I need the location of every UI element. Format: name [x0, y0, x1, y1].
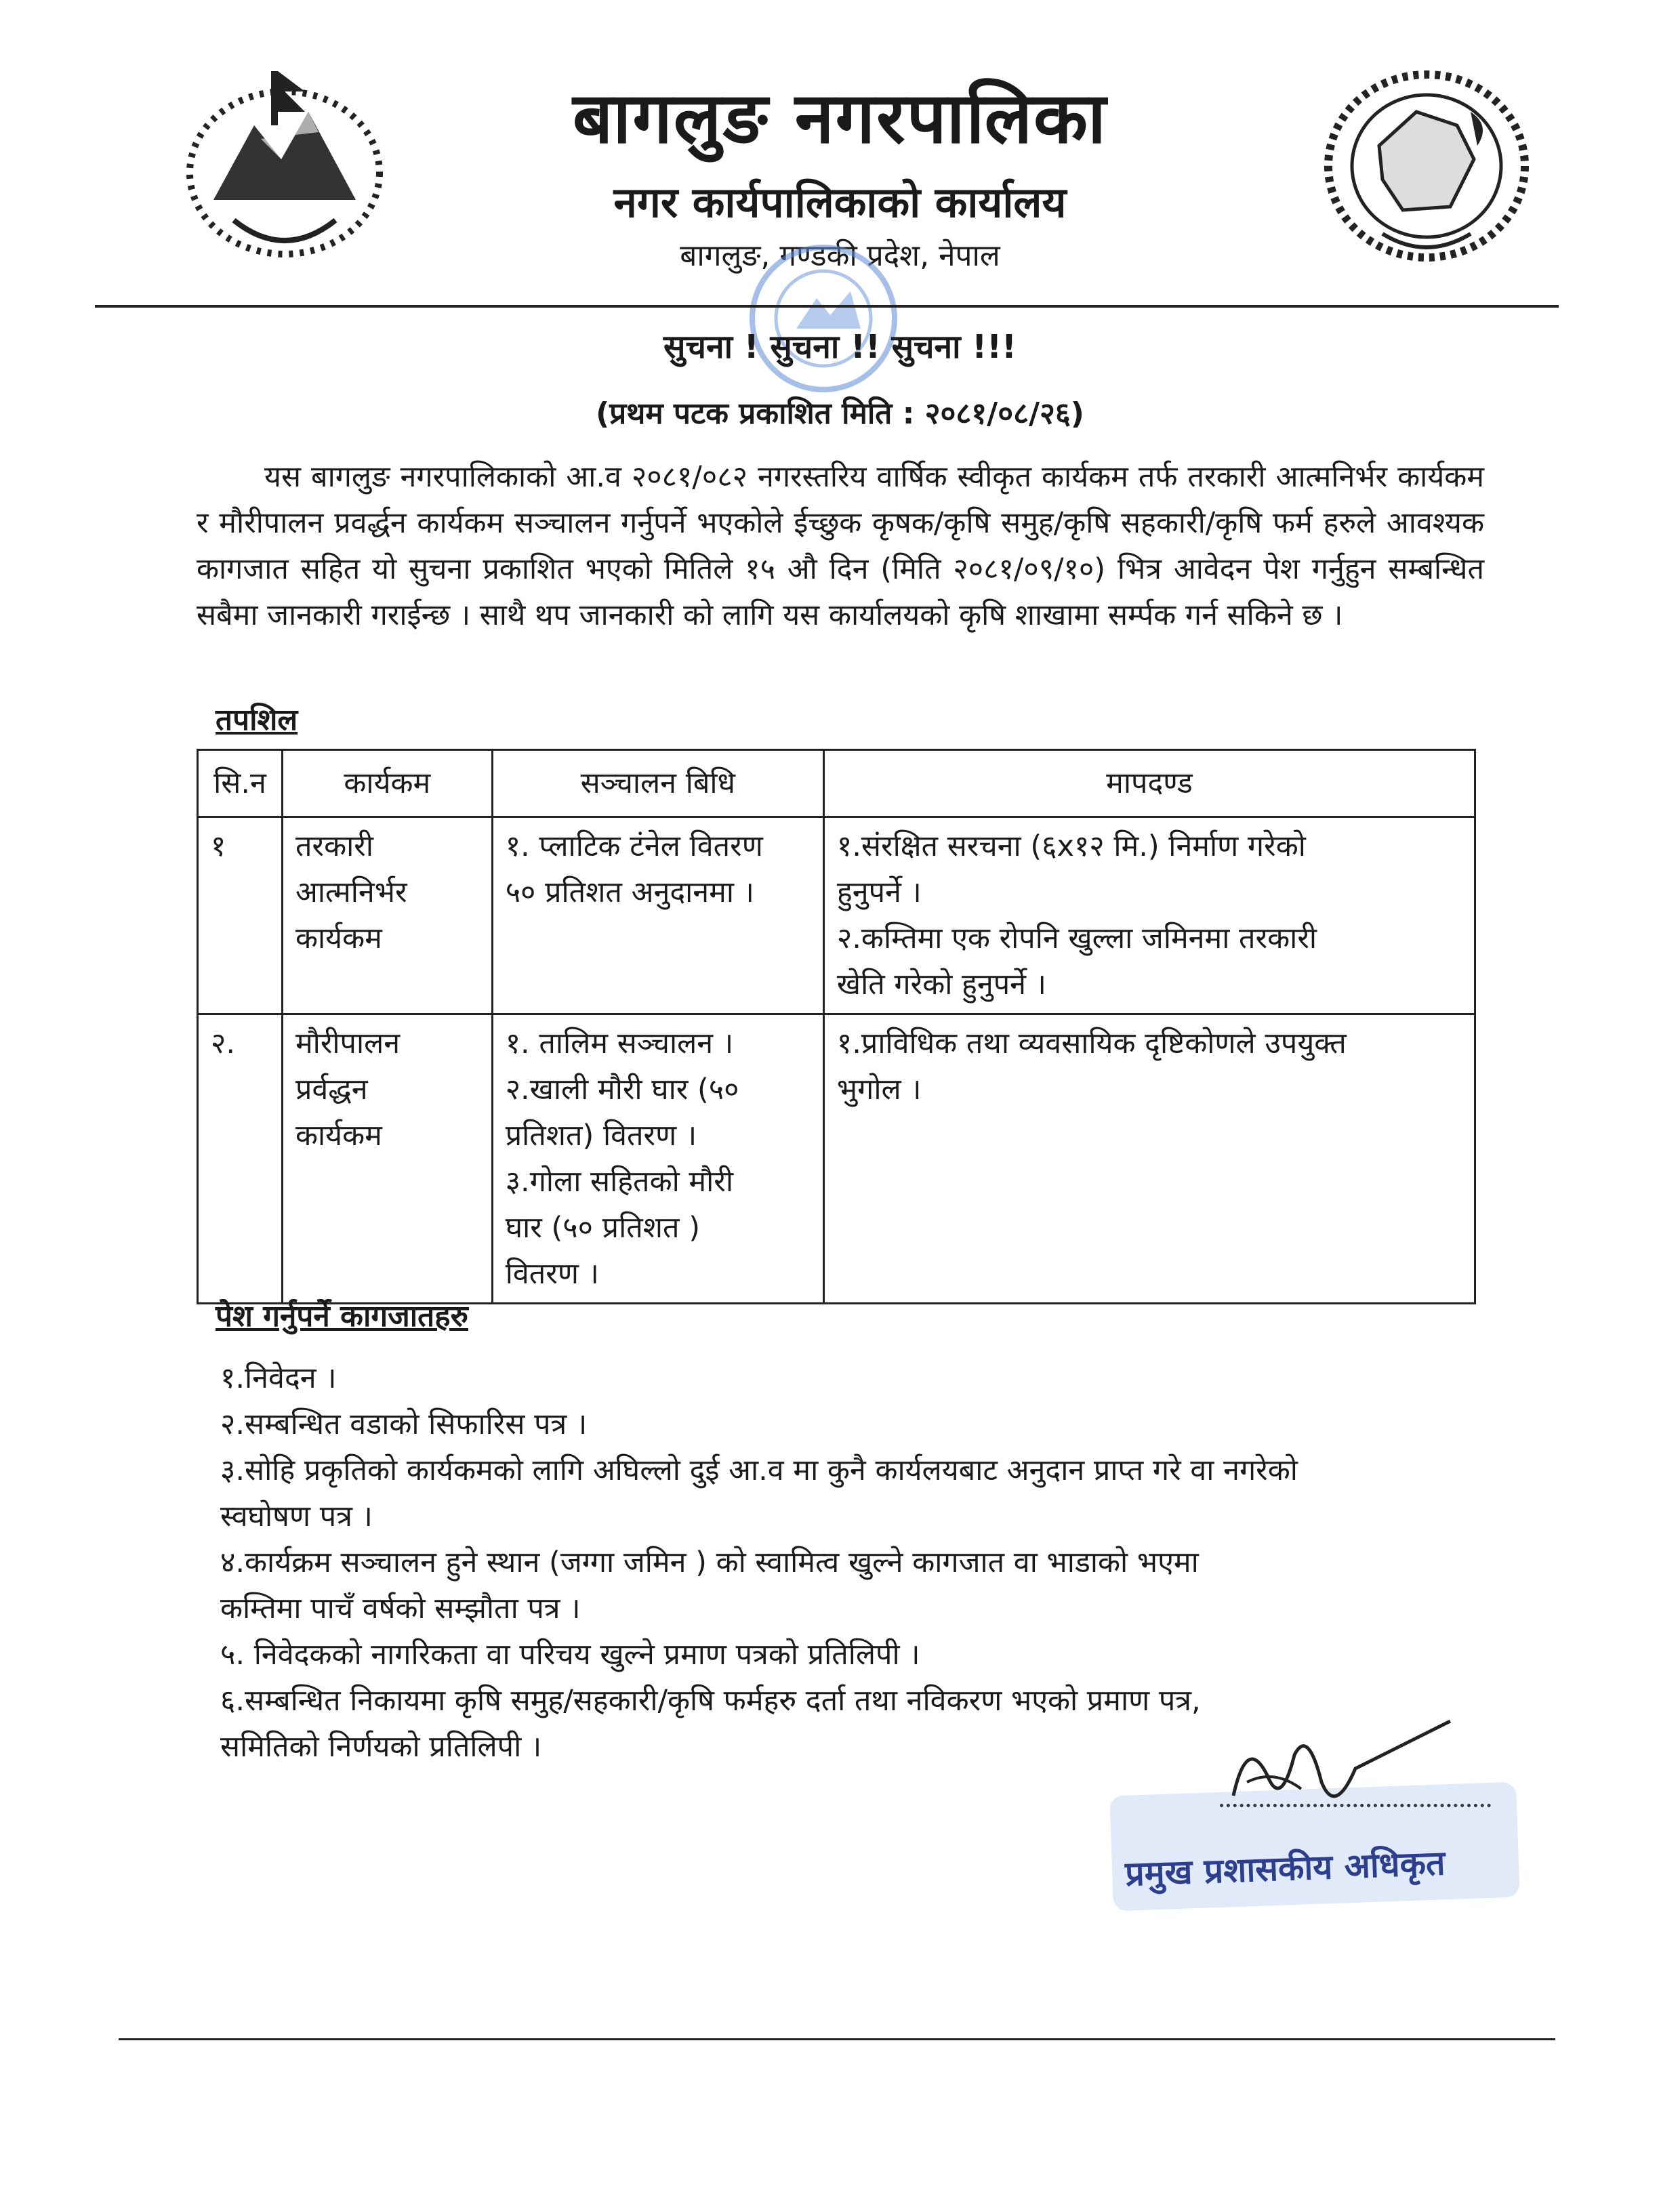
method-line: २.खाली मौरी घार (५०	[505, 1073, 739, 1107]
column-header-program: कार्यकम	[282, 750, 492, 817]
signatory-title: प्रमुख प्रशासकीय अधिकृत	[1124, 1843, 1446, 1894]
criteria-line: १.प्राविधिक तथा व्यवसायिक दृष्टिकोणले उपयुक्त	[836, 1027, 1347, 1060]
criteria-line: हुनुपर्ने ।	[836, 875, 922, 909]
table-row	[198, 1014, 1475, 1304]
documents-label: पेश गर्नुपर्ने कागजातहरु	[216, 1299, 468, 1334]
row-criteria	[823, 1014, 1475, 1304]
row-sn: १	[198, 817, 283, 1014]
method-line: १. प्लाटिक टंनेल वितरण	[505, 829, 763, 863]
program-line: मौरीपालन	[295, 1027, 401, 1060]
list-item: समितिको निर्णयको प्रतिलिपी ।	[220, 1730, 542, 1764]
notice-title: सुचना ! सुचना !! सुचना !!!	[663, 328, 1017, 366]
list-item: ६.सम्बन्धित निकायमा कृषि समुह/सहकारी/कृषि फर्महरु दर्ता तथा नविकरण भएको प्रमाण पत्र,	[220, 1684, 1201, 1718]
signature-line	[1220, 1804, 1491, 1807]
header-divider	[95, 305, 1559, 308]
criteria-line: खेति गरेको हुनुपर्ने ।	[836, 968, 1046, 1002]
criteria-line: भुगोल ।	[836, 1073, 922, 1107]
list-item: कम्तिमा पाचँ वर्षको सम्झौता पत्र ।	[220, 1592, 581, 1626]
method-line: ३.गोला सहितको मौरी	[505, 1165, 733, 1199]
list-item: ४.कार्यक्रम सञ्चालन हुने स्थान (जग्गा जमिन ) को स्वामित्व खुल्ने कागजात वा भाडाको भएमा	[220, 1546, 1199, 1580]
criteria-line: २.कम्तिमा एक रोपनि खुल्ला जमिनमा तरकारी	[836, 922, 1317, 955]
organization-name: बागलुङ नगरपालिका	[573, 77, 1107, 159]
notice-body: यस बागलुङ नगरपालिकाको आ.व २०८१/०८२ नगरस्तरिय वार्षिक स्वीकृत कार्यकम तर्फ तरकारी आत्मनिर्भर कार्यकम र मौरीपालन प्रवर्द्धन कार्यकम सञ्चालन गर्नुपर्ने भएकोले ईच्छुक कृषक/कृषि समुह/कृषि सहकारी/कृषि फर्म हरुले आवश्यक कागजात सहित यो सुचना प्रकाशित भएको मितिले १५ औ दिन (मिति २०८१/०९/१०) भित्र आवेदन पेश गर्नुहुन सम्बन्धित सबैमा जानकारी गराईन्छ । साथै थप जानकारी को लागि यस कार्यालयको कृषि शाखामा सर्म्पक गर्न सकिने छ ।	[197, 460, 1484, 632]
list-item: २.सम्बन्धित वडाको सिफारिस पत्र ।	[220, 1407, 588, 1441]
row-program	[282, 1014, 492, 1304]
row-criteria	[823, 817, 1475, 1014]
column-header-method: सञ्चालन बिधि	[492, 750, 823, 817]
table-header-row	[198, 750, 1475, 817]
office-stamp	[739, 234, 908, 403]
program-details-table	[197, 749, 1476, 1304]
table-row	[198, 817, 1475, 1014]
method-line: ५० प्रतिशत अनुदानमा ।	[505, 875, 754, 909]
documents-list	[220, 1355, 1508, 1770]
row-method	[492, 817, 823, 1014]
list-item: ५. निवेदकको नागरिकता वा परिचय खुल्ने प्रमाण पत्रको प्रतिलिपी ।	[220, 1638, 920, 1672]
footer-divider	[119, 2038, 1555, 2040]
list-item: स्वघोषण पत्र ।	[220, 1500, 373, 1533]
method-line: वितरण ।	[505, 1257, 599, 1291]
publication-date: (प्रथम पटक प्रकाशित मिति : २०८१/०८/२६)	[596, 396, 1084, 431]
method-line: घार (५० प्रतिशत )	[505, 1211, 700, 1245]
method-line: प्रतिशत) वितरण ।	[505, 1119, 697, 1153]
criteria-line: १.संरक्षित सरचना (६x१२ मि.) निर्माण गरेको	[836, 829, 1306, 863]
column-header-criteria: मापदण्ड	[823, 750, 1475, 817]
program-line: कार्यकम	[295, 1119, 382, 1153]
method-line: १. तालिम सञ्चालन ।	[505, 1027, 734, 1060]
program-line: तरकारी	[295, 829, 373, 863]
details-label: तपशिल	[216, 703, 298, 737]
row-program	[282, 817, 492, 1014]
office-address: बागलुङ, गण्डकी प्रदेश, नेपाल	[680, 239, 1000, 273]
program-line: प्रर्वद्धन	[295, 1073, 368, 1107]
column-header-sn: सि.न	[198, 750, 283, 817]
row-method	[492, 1014, 823, 1304]
office-name: नगर कार्यपालिकाको कार्यालय	[613, 178, 1067, 227]
row-sn: २.	[198, 1014, 283, 1304]
program-line: आत्मनिर्भर	[295, 875, 407, 909]
list-item: १.निवेदन ।	[220, 1361, 337, 1395]
program-line: कार्यकम	[295, 922, 382, 955]
list-item: ३.सोहि प्रकृतिको कार्यकमको लागि अघिल्लो दुई आ.व मा कुनै कार्यलयबाट अनुदान प्राप्त गरे वा नगरेको	[220, 1453, 1298, 1487]
